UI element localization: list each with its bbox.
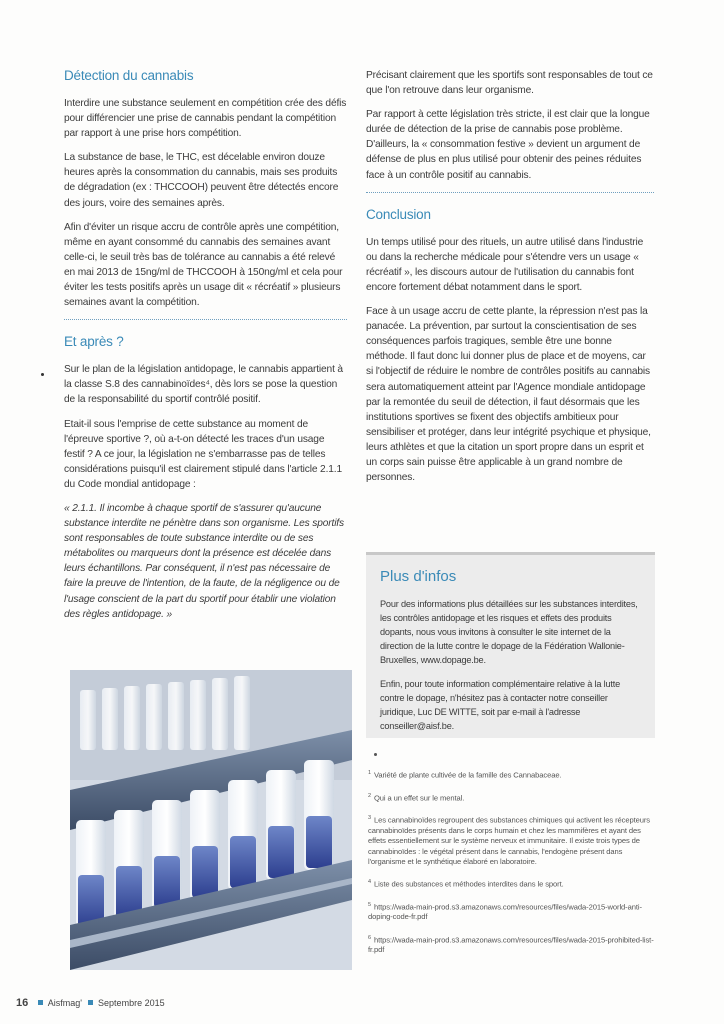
page-footer xyxy=(16,997,165,1009)
infobox-title: Plus d'infos xyxy=(380,568,457,585)
infobox-paragraph: Pour des informations plus détaillées sur les substances interdites, les contrôles antidopage et les risques et effets des produits dopants, nous vous invitons à consulter le site internet de la direction de la lutte contre le dopage de la Fédération Wallonie-Bruxelles, www.dopage.be. xyxy=(380,599,638,665)
paragraph: Interdire une substance seulement en compétition crée des défis pour différencier une prise de cannabis pendant la compétition par rapport à une prise hors compétition. xyxy=(64,98,347,140)
paragraph: Un temps utilisé pour des rituels, un autre utilisé dans l'industrie ou dans la recherche médicale pour s'étendre vers un usage « récréatif », les discours autour de l'utilisation du cannabis font encore fortement débat notamment dans le sport. xyxy=(366,236,644,293)
footnote-2 xyxy=(368,791,656,804)
footnote-3 xyxy=(368,813,656,867)
vials-illustration xyxy=(70,670,352,970)
bullet-dot xyxy=(374,753,377,756)
magazine-name: Aisfmag' xyxy=(47,998,83,1008)
square-bullet-icon xyxy=(38,1000,43,1005)
page-number: 16 xyxy=(16,997,29,1009)
section-heading-conclusion: Conclusion xyxy=(366,206,431,222)
footnote-number: 5 xyxy=(368,901,371,908)
square-bullet-icon xyxy=(88,1000,93,1005)
left-column xyxy=(64,68,347,631)
paragraph: Sur le plan de la législation antidopage, le cannabis appartient à la classe S.8 des cannabinoïdes⁴, dès lors se pose la question de la responsabilité du sportif contrôlé positif. xyxy=(64,364,343,406)
more-info-box xyxy=(366,552,655,738)
paragraph: Afin d'éviter un risque accru de contrôle après une compétition, même en ayant consommé du cannabis des semaines avant celle-ci, le seuil très bas de tolérance au cannabis a été relevé en mai 2013 de 15ng/ml de THCCOOH à 150ng/ml et cela pour éviter les tests positifs après un usage dit « récréatif » plusieurs semaines avant la compétition. xyxy=(64,221,343,309)
right-column xyxy=(366,68,654,494)
code-quote: « 2.1.1. Il incombe à chaque sportif de s'assurer qu'aucune substance interdite ne pénètre dans son organisme. Les sportifs sont responsables de toute substance interdite ou de ses métabolites ou marqueurs dont la présence est décelée dans leurs échantillons. Par conséquent, il n'est pas nécessaire de faire la preuve de l'intention, de la faute, de la négligence ou de l'usage conscient de la part du sportif pour établir une violation des règles antidopage. » xyxy=(64,502,344,620)
paragraph: La substance de base, le THC, est décelable environ douze heures après la consommation du cannabis, mais ses produits de dégradation (ex : THCCOOH) peuvent être détectés encore des jours, voire des semaines après. xyxy=(64,152,339,209)
footnote-4 xyxy=(368,877,656,890)
footnote-text: https://wada-main-prod.s3.amazonaws.com/resources/files/wada-2015-prohibited-list-fr.pdf xyxy=(368,935,654,955)
section-divider xyxy=(366,192,654,193)
footnotes xyxy=(368,753,656,966)
section-heading-et-apres: Et après ? xyxy=(64,334,124,350)
infobox-top-rule xyxy=(366,552,655,555)
footnote-number: 2 xyxy=(368,792,371,799)
footnote-text: https://wada-main-prod.s3.amazonaws.com/resources/files/wada-2015-world-anti-doping-code-fr.pdf xyxy=(368,902,642,922)
stray-mark xyxy=(41,373,44,376)
footnote-number: 6 xyxy=(368,934,371,941)
paragraph: Précisant clairement que les sportifs sont responsables de tout ce que l'on retrouve dans leur organisme. xyxy=(366,70,653,97)
footnote-number: 4 xyxy=(368,879,371,886)
lab-vials-photo xyxy=(70,670,352,970)
section-heading-detection: Détection du cannabis xyxy=(64,68,194,83)
issue-date: Septembre 2015 xyxy=(98,998,165,1008)
paragraph: Etait-il sous l'emprise de cette substance au moment de l'épreuve sportive ?, où a-t-on détecté les traces d'un usage festif ? A ce jour, la législation ne s'embarrasse pas de telles considérations puisqu'il est clairement stipulé dans l'article 2.1.1 du Code mondial antidopage : xyxy=(64,418,342,490)
footnote-text: Variété de plante cultivée de la famille des Cannabaceae. xyxy=(373,770,562,780)
footnote-text: Liste des substances et méthodes interdites dans le sport. xyxy=(373,879,564,889)
section-divider xyxy=(64,319,347,320)
footnote-number: 3 xyxy=(368,815,371,822)
footnote-text: Les cannabinoïdes regroupent des substances chimiques qui activent les récepteurs cannabinoïdes présents dans le corps humain et chez les mammifères et ayant des effets essentiellement sur le système nerveux et immunitaire. Il existe trois types de cannabinoïdes : le végétal présent dans le cannabis, l'endogène présent dans l'organisme et le synthétique élaboré en laboratoire. xyxy=(368,816,650,866)
footnote-1 xyxy=(368,768,656,781)
footnote-number: 1 xyxy=(368,770,371,776)
paragraph: Face à un usage accru de cette plante, la répression n'est pas la panacée. La prévention, par surtout la conscientisation de ses conséquences parfois tragiques, semble être une bonne méthode. Il faut donc lui donner plus de place et de moyens, car si l'objectif de réduire le nombre de contrôles positifs au cannabis sera automatiquement atteint par l'Agence mondiale antidopage par la remontée du seuil de détection, il faut désormais que les institutions sportives se fixent des objectifs ambitieux pour sensibiliser et protéger, dans leur intégrité psychique et physique, leurs athlètes et que la citation un sport propre dans un esprit et un corps sain puisse être applicable à un grand nombre de personnes. xyxy=(366,306,651,484)
infobox-paragraph: Enfin, pour toute information complémentaire relative à la lutte contre le dopage, n'hésitez pas à contacter notre conseiller juridique, Luc DE WITTE, soit par e-mail à l'adresse conseiller@aisf.be. xyxy=(380,679,620,731)
footnote-5 xyxy=(368,900,656,923)
footnote-6 xyxy=(368,933,656,956)
footnote-text: Qui a un effet sur le mental. xyxy=(373,793,465,803)
paragraph: Par rapport à cette législation très stricte, il est clair que la longue durée de détection de la prise de cannabis pose problème. D'ailleurs, la « consommation festive » devient un argument de défense de plus en plus utilisé pour obtenir des peines réduites face à un contrôle positif au cannabis. xyxy=(366,109,650,181)
